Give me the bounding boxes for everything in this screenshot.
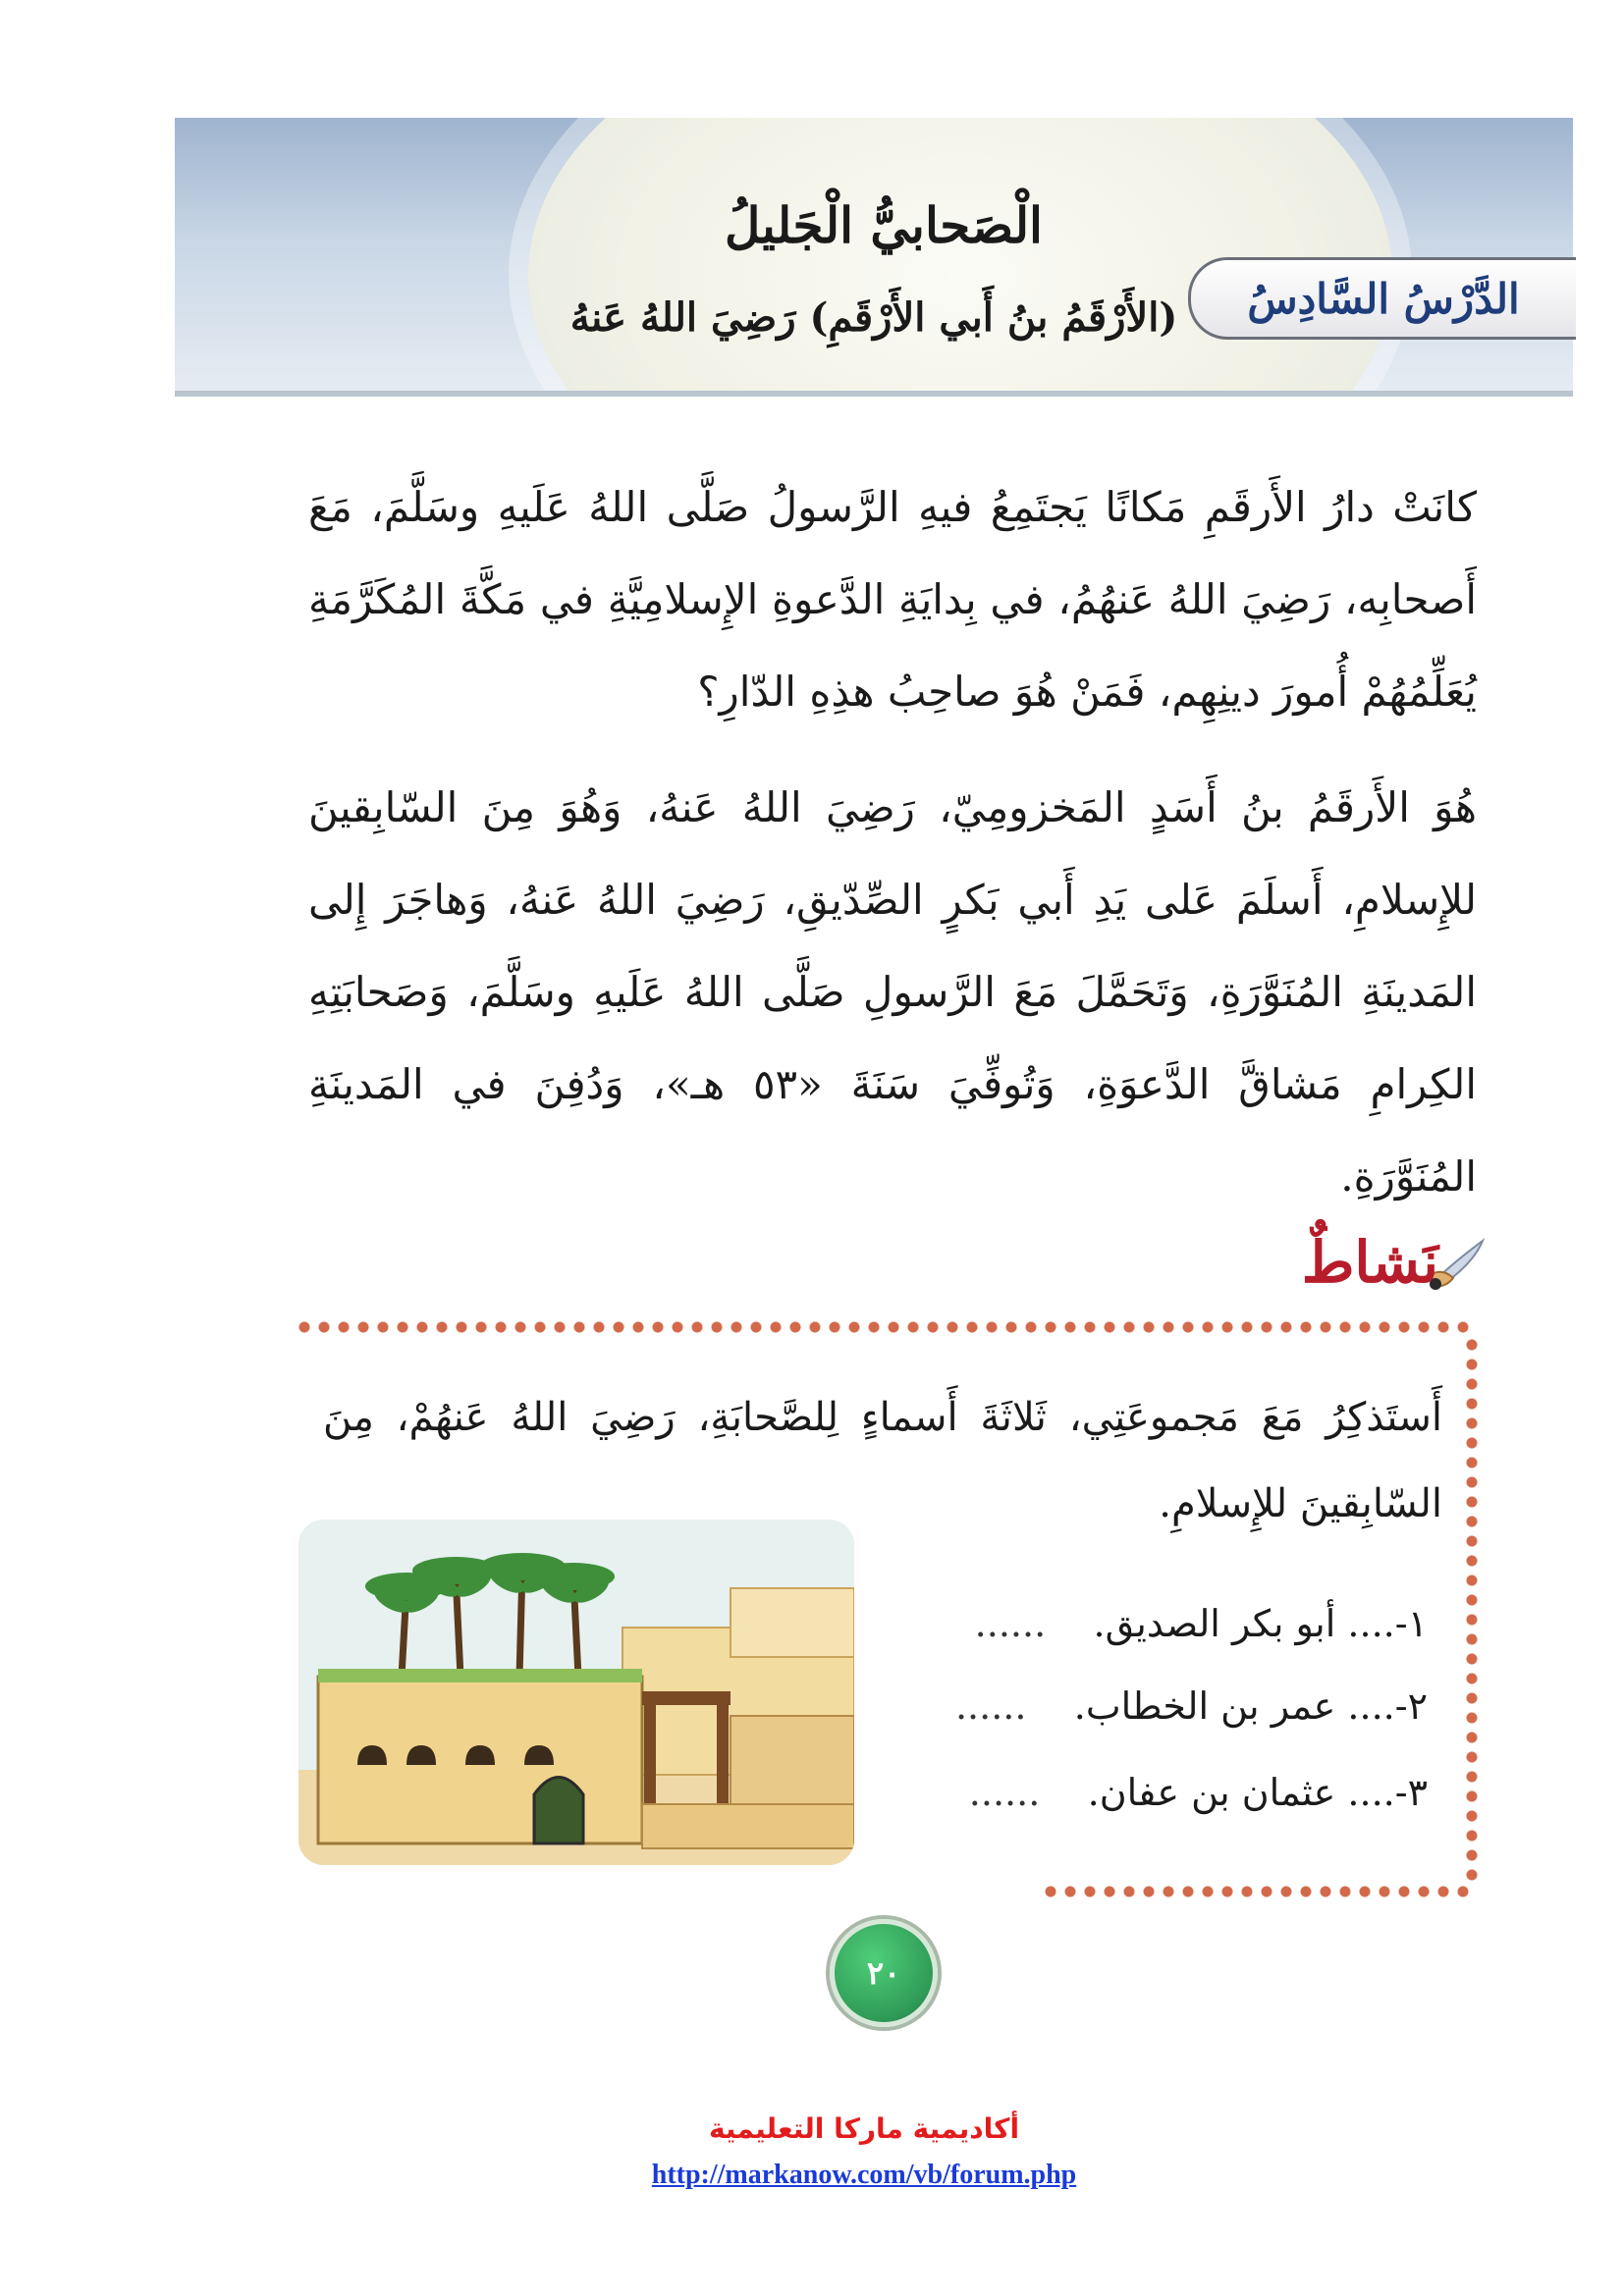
answer-dots: ...... xyxy=(968,1771,1041,1814)
footer-academy-name: أكاديمية ماركا التعليمية xyxy=(708,2112,1020,2145)
answer-text: عثمان بن عفان. xyxy=(1087,1771,1336,1814)
answer-item xyxy=(955,1684,1428,1728)
activity-border-top xyxy=(295,1318,1473,1336)
answer-number: ١-.... xyxy=(1347,1602,1428,1645)
lesson-number-tab xyxy=(1188,257,1576,340)
activity-title: نَشاطٌ xyxy=(1301,1229,1438,1296)
answer-number: ٣-.... xyxy=(1347,1771,1428,1814)
answer-item xyxy=(969,1771,1428,1814)
house-drawing xyxy=(298,1520,854,1865)
answer-text: أبو بكر الصديق. xyxy=(1093,1602,1336,1645)
house-illustration xyxy=(298,1520,854,1865)
lesson-subtitle: (الأَرْقَمُ بنُ أَبي الأَرْقَمِ) رَضِيَ اللهُ عَنهُ xyxy=(569,294,1178,341)
answer-number: ٢-.... xyxy=(1347,1684,1428,1728)
answer-text: عمر بن الخطاب. xyxy=(1073,1684,1336,1728)
page-number: ٢٠ xyxy=(866,1954,901,1992)
lesson-number-label: الدَّرْسُ السَّادِسُ xyxy=(1247,274,1520,323)
lesson-header-band xyxy=(175,118,1573,395)
body-paragraph-2: هُوَ الأَرقَمُ بنُ أَسَدٍ المَخزومِيّ، رَضِيَ اللهُ عَنهُ، وَهُوَ مِنَ السّابِقينَ للإِسلامِ، أَسلَمَ عَلى يَدِ أَبي بَكرٍ الصِّدّيقِ، رَضِيَ اللهُ عَنهُ، وَهاجَرَ إِلى المَدينَةِ المُنَوَّرَةِ، وَتَحَمَّلَ مَعَ الرَّسولِ صَلَّى اللهُ عَلَيهِ وسَلَّمَ، وَصَحابَتِهِ الكِرامِ مَشاقَّ الدَّعوَةِ، وَتُوفِّيَ سَنَةَ «٥٣ هـ»، وَدُفِنَ في المَدينَةِ المُنَوَّرَةِ. xyxy=(308,783,1477,1201)
page-number-badge xyxy=(830,1919,938,2027)
body-paragraph-1: كانَتْ دارُ الأَرقَمِ مَكانًا يَجتَمِعُ فيهِ الرَّسولُ صَلَّى اللهُ عَلَيهِ وسَلَّمَ، مَعَ أَصحابِه، رَضِيَ اللهُ عَنهُمُ، في بِدايَةِ الدَّعوةِ الإِسلامِيَّةِ في مَكَّةَ المُكَرَّمَةِ يُعَلِّمُهُمْ أُمورَ دينِهِم، فَمَنْ هُوَ صاحِبُ هذِهِ الدّارِ؟ xyxy=(308,483,1477,716)
header-divider xyxy=(175,391,1573,397)
answer-item xyxy=(975,1602,1428,1645)
answer-dots: ...... xyxy=(954,1684,1027,1728)
answer-dots: ...... xyxy=(974,1602,1047,1645)
header-arch-decoration xyxy=(528,118,1392,395)
footer-forum-link[interactable]: http://markanow.com/vb/forum.php xyxy=(651,2160,1077,2190)
lesson-title: الْصَحابيُّ الْجَليلُ xyxy=(725,196,1043,254)
activity-border-right xyxy=(1463,1335,1481,1885)
activity-border-bottom xyxy=(1041,1883,1473,1900)
activity-instruction: أَستَذكِرُ مَعَ مَجموعَتِي، ثَلاثَةَ أَسماءٍ لِلصَّحابَةِ، رَضِيَ اللهُ عَنهُمْ، مِنَ السّابِقينَ للإِسلامِ. xyxy=(323,1395,1442,1526)
